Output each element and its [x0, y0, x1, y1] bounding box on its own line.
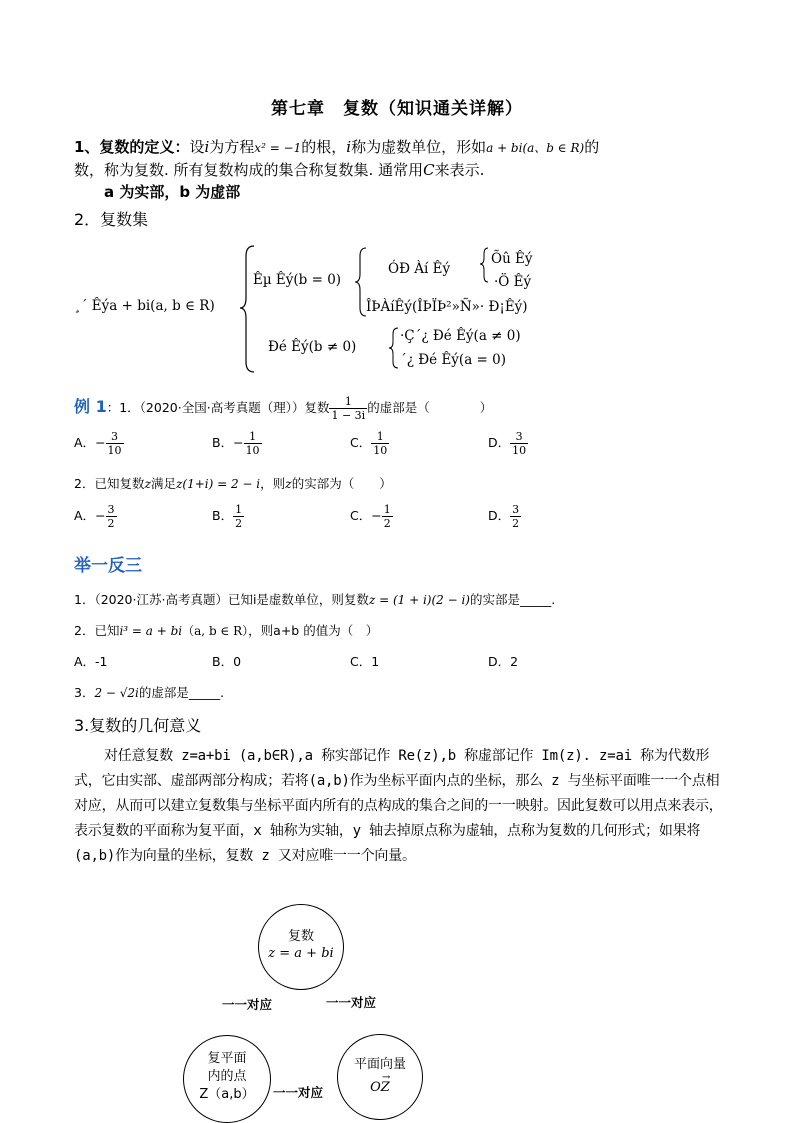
practice-heading: 举一反三 — [74, 556, 142, 576]
vector-oz: → OZ — [370, 1072, 391, 1095]
tree-real: Êµ Êý(b = 0) — [253, 272, 342, 288]
practice-question-2: 2．已知i³ = a + bi（a, b ∈ R），则a+b 的值为（ ） — [74, 623, 379, 638]
link-label-bottom: 一一对应 — [273, 1085, 324, 1100]
option-c[interactable]: C．− $\frac{1}{2}$ — [350, 503, 391, 530]
option-a[interactable]: A．− $\frac{3}{2}$ — [74, 503, 115, 530]
tree-irrational: ÎÞÀíÊý(ÎÞÏÞ²»Ñ»· Ð¡Êý) — [366, 299, 528, 315]
option-d[interactable]: D． $\frac{3}{2}$ — [488, 503, 520, 530]
tree-integer: Õû Êý — [491, 251, 533, 267]
tree-root: ¸´ Êýa + bi(a, b ∈ R) — [74, 298, 215, 314]
practice-question-1: 1．（2020·江苏·高考真题）已知i是虚数单位，则复数z = (1 + i)(2 − i)的实部是_____. — [74, 592, 556, 607]
tree-pure: ´¿ Ðé Êý(a = 0) — [400, 352, 507, 368]
vector-arrow-icon: → — [382, 1072, 391, 1083]
page-title: 第七章 复数（知识通关详解） — [271, 99, 523, 119]
section-3-paragraph: 对任意复数 z=a+bi (a,b∈R),a 称实部记作 Re(z),b 称虚部记作 Im(z). z=ai 称为代数形式，它由实部、虚部两部分构成；若将(a,b)作为坐标平面内点的坐标，那么 z 与坐标平面唯一一个点相对应，从而可以建立复数集与坐标平面内所有的点构成的集合之间的一一映射。因此复数可以用点来表示，表示复数的平面称为复平面，x 轴称为实轴，y 轴去掉原点称为虚轴，点称为复数的几何形式；如果将(a,b)作为向量的坐标，复数 z 又对应唯一一个向量。 — [74, 748, 723, 864]
example-1-question-1: 例 1：1．（2020·全国·高考真题（理））复数 $\frac{1}{1 - 3i}$ 的虚部是（ ） — [74, 395, 493, 422]
tree-nonpure: ·Ç´¿ Ðé Êý(a ≠ 0) — [400, 328, 521, 344]
option-b[interactable]: B． $\frac{1}{2}$ — [212, 503, 243, 530]
link-label-right: 一一对应 — [326, 995, 377, 1010]
example-1-q2-options — [74, 503, 674, 539]
example-1-q1-options — [74, 430, 674, 466]
practice-q2-options — [74, 652, 674, 672]
option-b[interactable]: B．− $\frac{1}{10}$ — [212, 430, 260, 457]
example-1-label: 例 1 — [74, 397, 107, 416]
tree-imaginary: Ðé Êý(b ≠ 0) — [268, 339, 357, 355]
definition-line-1: 1、复数的定义：设i为方程x² = −1的根，i称为虚数单位，形如a + bi(a、b ∈ R)的 — [74, 138, 600, 156]
practice-question-3: 3．2 − √2i的虚部是_____. — [74, 685, 225, 700]
option-c[interactable]: C． $\frac{1}{10}$ — [350, 430, 388, 457]
option-c[interactable]: C．1 — [350, 654, 380, 669]
tree-fraction: ·Ö Êý — [494, 274, 532, 290]
tree-rational: ÓÐ Àí Êý — [388, 261, 451, 277]
option-a[interactable]: A．− $\frac{3}{10}$ — [74, 430, 122, 457]
definition-note: a 为实部，b 为虚部 — [104, 183, 241, 201]
option-a[interactable]: A．-1 — [74, 654, 108, 669]
definition-form: a + bi(a、b ∈ R) — [486, 141, 585, 155]
section-3-heading: 3.复数的几何意义 — [74, 716, 202, 735]
plane-vector-circle: 平面向量 → OZ — [337, 1034, 423, 1120]
definition-line-2: 数，称为复数. 所有复数构成的集合称复数集. 通常用C来表示. — [74, 161, 485, 179]
section-2-heading: 2．复数集 — [74, 210, 149, 229]
example-1-question-2: 2．已知复数z满足z(1+i) = 2 − i，则z的实部为（ ） — [74, 476, 392, 491]
link-label-left: 一一对应 — [222, 997, 273, 1012]
definition-block — [74, 136, 734, 203]
complex-number-circle: 复数 z = a + bi — [258, 904, 344, 990]
option-d[interactable]: D． $\frac{3}{10}$ — [488, 430, 527, 457]
question-fraction: $\frac{1}{1 - 3i}$ — [331, 395, 366, 422]
option-d[interactable]: D．2 — [488, 654, 519, 669]
definition-equation: x² = −1 — [254, 141, 302, 155]
definition-heading: 1、复数的定义： — [74, 138, 190, 156]
option-b[interactable]: B．0 — [212, 654, 242, 669]
complex-plane-point-circle: 复平面 内的点 Z（a,b） — [183, 1035, 271, 1123]
